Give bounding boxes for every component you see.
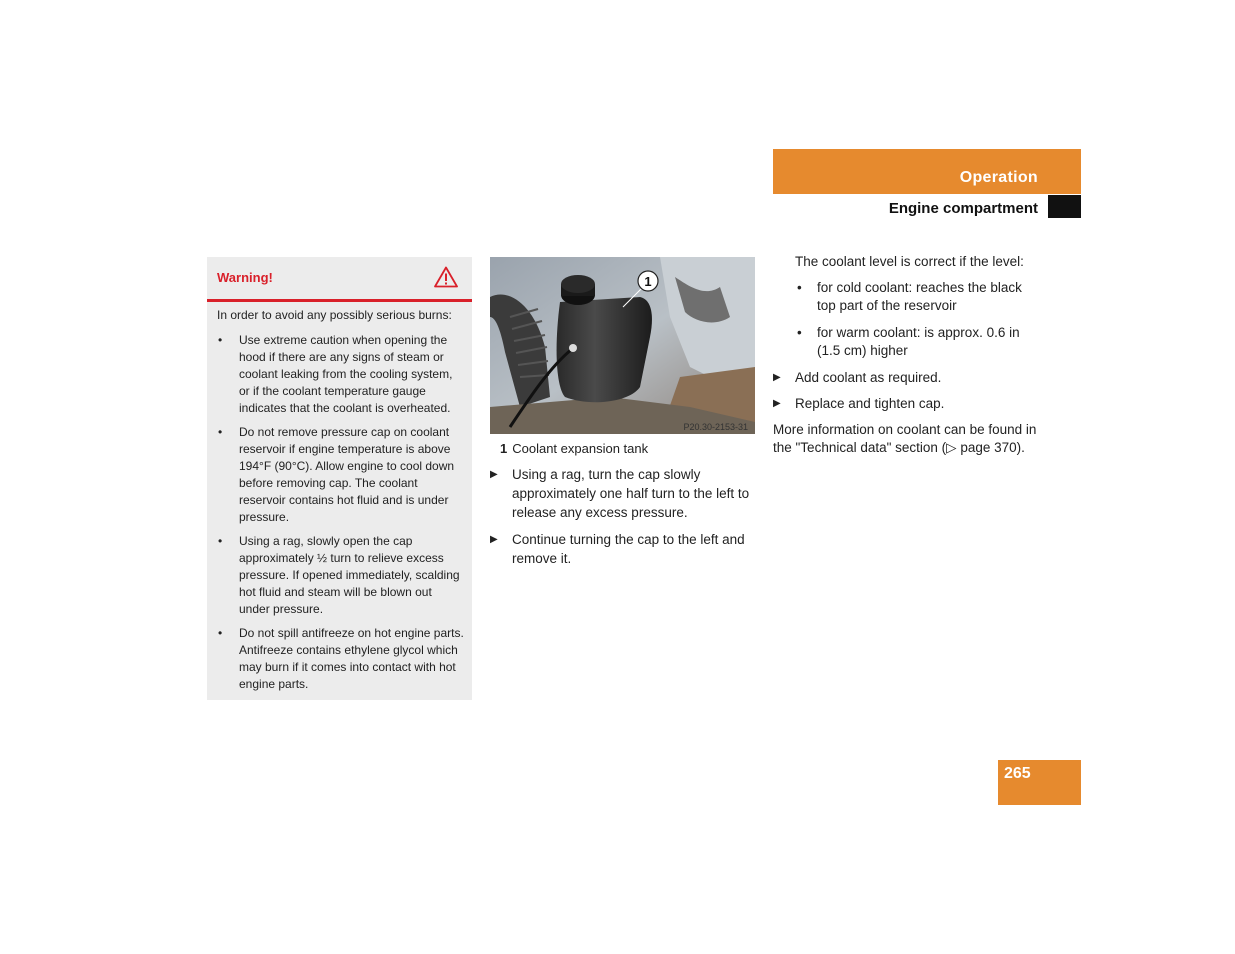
coolant-level-bullet-text: for cold coolant: reaches the black top part of the reservoir: [817, 280, 1022, 313]
coolant-level-intro: The coolant level is correct if the level:: [795, 254, 1024, 269]
page-number: 265: [1004, 765, 1031, 782]
instruction-step-text: Add coolant as required.: [795, 370, 942, 385]
bullet-icon: •: [218, 534, 223, 548]
instruction-step-text: Continue turning the cap to the left and remove it.: [512, 532, 745, 566]
warning-item: [217, 625, 465, 693]
bullet-icon: •: [797, 325, 802, 340]
callout-number: 1: [644, 274, 652, 289]
subsection-title: Engine compartment: [888, 200, 1038, 217]
figure-caption-text: Coolant expansion tank: [512, 441, 649, 456]
instruction-step: [490, 465, 758, 522]
warning-list: [217, 332, 465, 700]
arrow-right-icon: ▶: [490, 534, 498, 545]
coolant-level-bullet: [773, 324, 1038, 360]
figure-caption: [500, 440, 648, 457]
instruction-step: [490, 530, 758, 568]
warning-title: Warning!: [217, 270, 273, 285]
coolant-level-bullet: [773, 279, 1038, 315]
warning-intro: In order to avoid any possibly serious burns:: [217, 308, 452, 322]
warning-item: [217, 332, 465, 417]
instruction-step-text: Replace and tighten cap.: [795, 396, 945, 411]
warning-triangle-icon: [434, 266, 458, 288]
bullet-icon: •: [218, 626, 223, 640]
coolant-tank-photo: [490, 257, 755, 434]
arrow-right-icon: ▶: [773, 398, 781, 409]
engine-photo-illustration: [490, 257, 755, 434]
figure-caption-number: 1: [500, 441, 508, 456]
section-header-bar: [773, 149, 1081, 194]
arrow-right-icon: ▶: [490, 469, 498, 480]
warning-box: [207, 257, 472, 700]
warning-item-text: Do not remove pressure cap on coolant reservoir if engine temperature is above 194°F (90°C). Allow engine to cool down before removing cap. The coolant reservoir contains hot fluid and is under pressure.: [239, 425, 455, 524]
arrow-right-icon: ▶: [773, 372, 781, 383]
instruction-step: [773, 395, 1038, 413]
section-title: Operation: [959, 169, 1038, 186]
bullet-icon: •: [218, 333, 223, 347]
warning-item-text: Using a rag, slowly open the cap approximately ½ turn to relieve excess pressure. If opened immediately, scalding hot fluid and steam will be blown out under pressure.: [239, 534, 460, 616]
instruction-steps: [490, 465, 758, 576]
instruction-step: [773, 369, 1038, 387]
warning-header: [207, 257, 472, 302]
page-number-tab: [998, 760, 1081, 805]
more-info-reference: More information on coolant can be found in the "Technical data" section (▷ page 370).: [773, 422, 1037, 455]
bullet-icon: •: [797, 280, 802, 295]
warning-item: [217, 424, 465, 526]
photo-code: P20.30-2153-31: [683, 422, 748, 432]
header-marker: [1048, 195, 1081, 218]
warning-item: [217, 533, 465, 618]
warning-item-text: Do not spill antifreeze on hot engine parts. Antifreeze contains ethylene glycol which may burn if it comes into contact with hot engine parts.: [239, 626, 464, 691]
coolant-level-bullet-text: for warm coolant: is approx. 0.6 in (1.5 cm) higher: [817, 325, 1020, 358]
bullet-icon: •: [218, 425, 223, 439]
instruction-step-text: Using a rag, turn the cap slowly approximately one half turn to the left to release any excess pressure.: [512, 467, 750, 520]
warning-item-text: Use extreme caution when opening the hood if there are any signs of steam or coolant leaking from the cooling system, or if the coolant temperature gauge indicates that the coolant is overheated.: [239, 333, 453, 415]
coolant-level-info: [773, 253, 1038, 457]
